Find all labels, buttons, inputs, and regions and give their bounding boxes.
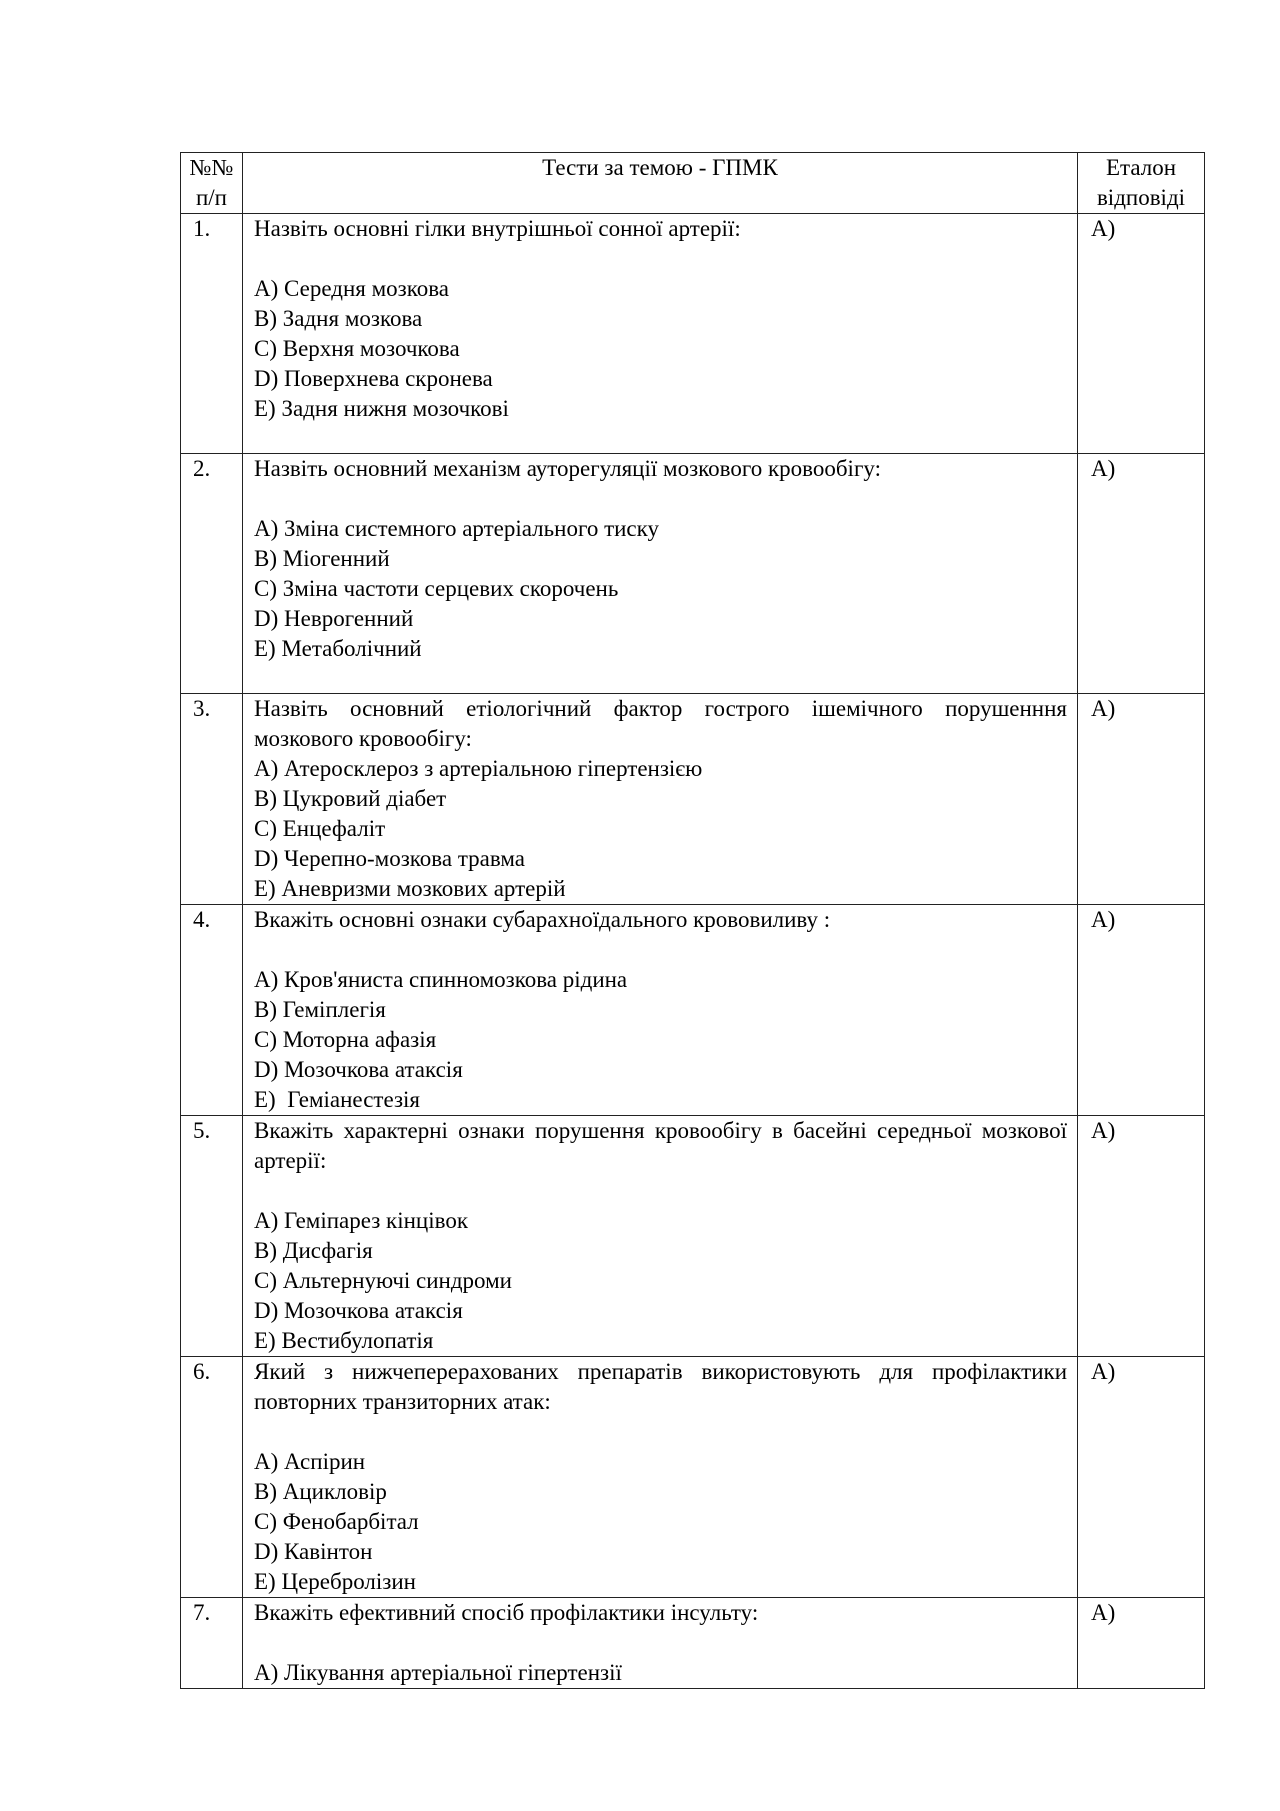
- table-header-row: [181, 153, 1205, 214]
- table-row: [181, 1357, 1205, 1598]
- question-text: Вкажіть характерні ознаки порушення кровообігу в басейні середньої мозкової артерії:: [254, 1118, 1067, 1173]
- option: C) Зміна частоти серцевих скорочень: [254, 576, 619, 601]
- question-text: Назвіть основні гілки внутрішньої сонної артерії:: [254, 216, 741, 241]
- header-num: №№ п/п: [181, 153, 243, 214]
- option: E) Вестибулопатія: [254, 1328, 434, 1353]
- answer-cell: A): [1078, 214, 1205, 454]
- question-cell: [243, 1116, 1078, 1357]
- header-title: Тести за темою - ГПМК: [243, 153, 1078, 214]
- question-cell: [243, 1598, 1078, 1689]
- option: A) Лікування артеріальної гіпертензії: [254, 1660, 622, 1685]
- answer-cell: A): [1078, 1116, 1205, 1357]
- option: B) Задня мозкова: [254, 306, 423, 331]
- question-text: Вкажіть основні ознаки субарахноїдального крововиливу :: [254, 907, 831, 932]
- row-number: 1.: [181, 214, 243, 454]
- answer-cell: A): [1078, 1357, 1205, 1598]
- option: D) Неврогенний: [254, 606, 414, 631]
- tests-table: [180, 152, 1205, 1689]
- row-number: 5.: [181, 1116, 243, 1357]
- answer-cell: A): [1078, 905, 1205, 1116]
- question-cell: [243, 454, 1078, 694]
- question-text: Вкажіть ефективний спосіб профілактики інсульту:: [254, 1600, 759, 1625]
- option: C) Верхня мозочкова: [254, 336, 460, 361]
- table-row: [181, 214, 1205, 454]
- question-cell: [243, 214, 1078, 454]
- option: C) Альтернуючі синдроми: [254, 1268, 512, 1293]
- option: C) Енцефаліт: [254, 816, 386, 841]
- option: E) Задня нижня мозочкові: [254, 396, 509, 421]
- option: B) Цукровий діабет: [254, 786, 447, 811]
- table-row: [181, 694, 1205, 905]
- question-cell: [243, 905, 1078, 1116]
- row-number: 6.: [181, 1357, 243, 1598]
- option: C) Фенобарбітал: [254, 1509, 419, 1534]
- option: C) Моторна афазія: [254, 1027, 437, 1052]
- option: E) Церебролізин: [254, 1569, 416, 1594]
- option: D) Черепно-мозкова травма: [254, 846, 525, 871]
- option: A) Кров'яниста спинномозкова рідина: [254, 967, 628, 992]
- row-number: 3.: [181, 694, 243, 905]
- option: A) Зміна системного артеріального тиску: [254, 516, 659, 541]
- option: E) Метаболічний: [254, 636, 422, 661]
- option: D) Мозочкова атаксія: [254, 1057, 463, 1082]
- option: A) Геміпарез кінцівок: [254, 1208, 469, 1233]
- table-row: [181, 454, 1205, 694]
- table-row: [181, 1598, 1205, 1689]
- option: A) Атеросклероз з артеріальною гіпертензією: [254, 756, 703, 781]
- option: D) Поверхнева скронева: [254, 366, 493, 391]
- answer-cell: A): [1078, 694, 1205, 905]
- question-cell: [243, 1357, 1078, 1598]
- option: E) Аневризми мозкових артерій: [254, 876, 566, 901]
- row-number: 2.: [181, 454, 243, 694]
- option: E) Геміанестезія: [254, 1087, 421, 1112]
- answer-cell: A): [1078, 454, 1205, 694]
- row-number: 4.: [181, 905, 243, 1116]
- option: B) Ацикловір: [254, 1479, 387, 1504]
- option: B) Міогенний: [254, 546, 390, 571]
- question-text: Назвіть основний етіологічний фактор гострого ішемічного порушенння мозкового кровообігу:: [254, 696, 1067, 751]
- table-row: [181, 905, 1205, 1116]
- question-cell: [243, 694, 1078, 905]
- header-answer: Еталон відповіді: [1078, 153, 1205, 214]
- answer-cell: A): [1078, 1598, 1205, 1689]
- question-text: Назвіть основний механізм ауторегуляції мозкового кровообігу:: [254, 456, 881, 481]
- option: D) Мозочкова атаксія: [254, 1298, 463, 1323]
- option: B) Дисфагія: [254, 1238, 373, 1263]
- option: A) Аспірин: [254, 1449, 366, 1474]
- option: A) Середня мозкова: [254, 276, 450, 301]
- option: B) Геміплегія: [254, 997, 386, 1022]
- question-text: Який з нижчеперерахованих препаратів використовують для профілактики повторних транзиторних атак:: [254, 1359, 1067, 1414]
- row-number: 7.: [181, 1598, 243, 1689]
- table-row: [181, 1116, 1205, 1357]
- option: D) Кавінтон: [254, 1539, 373, 1564]
